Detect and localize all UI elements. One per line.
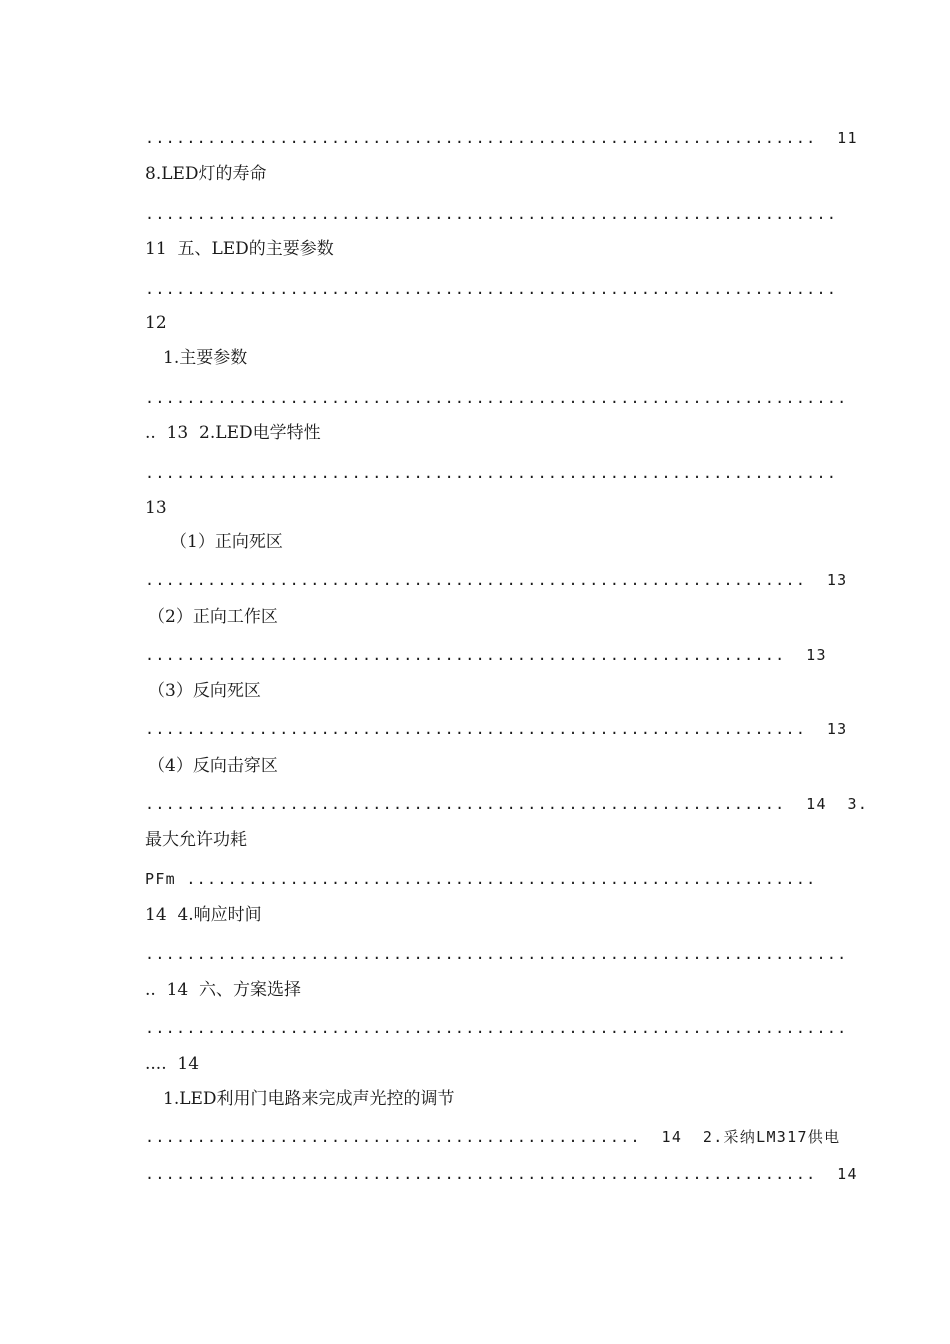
toc-entry: .. 13 2.LED电学特性 <box>145 423 321 443</box>
toc-leader-line: .............................................................. 14 3. <box>145 795 869 813</box>
toc-entry: 11 五、LED的主要参数 <box>145 239 334 259</box>
toc-entry: 最大允许功耗 <box>145 830 247 850</box>
toc-entry: 8.LED灯的寿命 <box>145 164 267 184</box>
toc-entry: 1.主要参数 <box>163 348 248 368</box>
toc-page-number: .... 14 <box>145 1054 200 1074</box>
toc-leader-line: .............................................................. 13 <box>145 646 827 664</box>
toc-page-number: 13 <box>145 498 167 518</box>
toc-entry: （2）正向工作区 <box>148 607 278 627</box>
toc-leader-line: ................................................................ 13 <box>145 720 848 738</box>
toc-page-number: 12 <box>145 313 167 333</box>
toc-entry: 1.LED利用门电路来完成声光控的调节 <box>163 1089 455 1109</box>
toc-leader-line: PFm ............................................................. <box>145 870 817 888</box>
toc-leader-line: ................................................................. 11 <box>145 129 858 147</box>
toc-entry: （3）反向死区 <box>148 681 261 701</box>
toc-leader-line: .................................................................... <box>145 945 848 963</box>
toc-leader-line: ................................................................ 13 <box>145 571 848 589</box>
toc-leader-line: .................................................................... <box>145 1019 848 1037</box>
toc-leader-line: .................................................................... <box>145 389 848 407</box>
toc-leader-line: ................................................................... <box>145 464 838 482</box>
toc-leader-line: ................................................................... <box>145 280 838 298</box>
toc-leader-line: ................................................ 14 2.采纳LM317供电 <box>145 1128 841 1146</box>
toc-leader-line: ................................................................... <box>145 205 838 223</box>
toc-entry: （4）反向击穿区 <box>148 756 278 776</box>
toc-entry: （1）正向死区 <box>170 532 283 552</box>
toc-entry: 14 4.响应时间 <box>145 905 262 925</box>
toc-leader-line: ................................................................. 14 <box>145 1165 858 1183</box>
toc-entry: .. 14 六、方案选择 <box>145 980 302 1000</box>
